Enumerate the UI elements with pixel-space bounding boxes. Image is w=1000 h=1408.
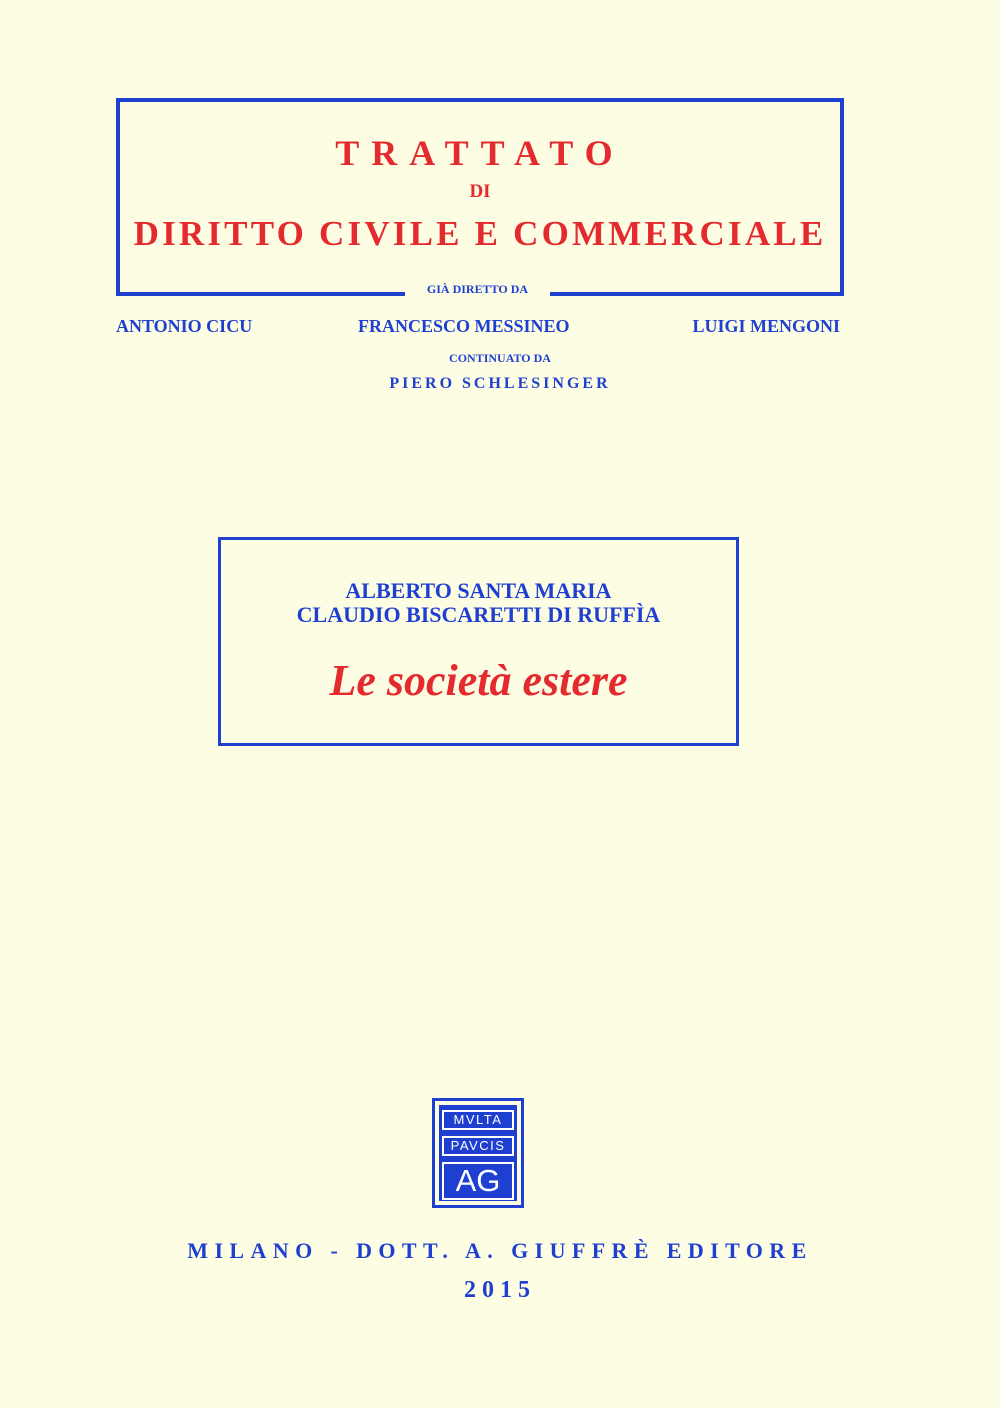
author-biscaretti: CLAUDIO BISCARETTI DI RUFFÌA xyxy=(296,602,661,627)
publisher-logo xyxy=(432,1098,524,1208)
logo-monogram: AG xyxy=(442,1162,514,1200)
author-santa-maria: ALBERTO SANTA MARIA xyxy=(345,578,612,603)
logo-motto-line1: MVLTA xyxy=(442,1110,514,1130)
logo-inner xyxy=(439,1105,517,1201)
work-frame xyxy=(218,537,739,746)
directed-by-label: GIÀ DIRETTO DA xyxy=(405,282,550,297)
director-messineo: FRANCESCO MESSINEO xyxy=(358,316,570,336)
logo-motto-line2: PAVCIS xyxy=(442,1136,514,1156)
series-subtitle: DIRITTO CIVILE E COMMERCIALE xyxy=(133,214,827,253)
publication-year: 2015 xyxy=(464,1277,536,1303)
series-di: DI xyxy=(469,181,491,202)
publisher-imprint: MILANO - DOTT. A. GIUFFRÈ EDITORE xyxy=(187,1238,813,1263)
continuator-name: PIERO SCHLESINGER xyxy=(389,375,611,392)
continued-by-label: CONTINUATO DA xyxy=(449,351,551,365)
work-title: Le società estere xyxy=(329,656,628,705)
series-title: TRATTATO xyxy=(335,133,625,173)
director-mengoni: LUIGI MENGONI xyxy=(692,316,840,336)
director-cicu: ANTONIO CICU xyxy=(116,316,253,336)
